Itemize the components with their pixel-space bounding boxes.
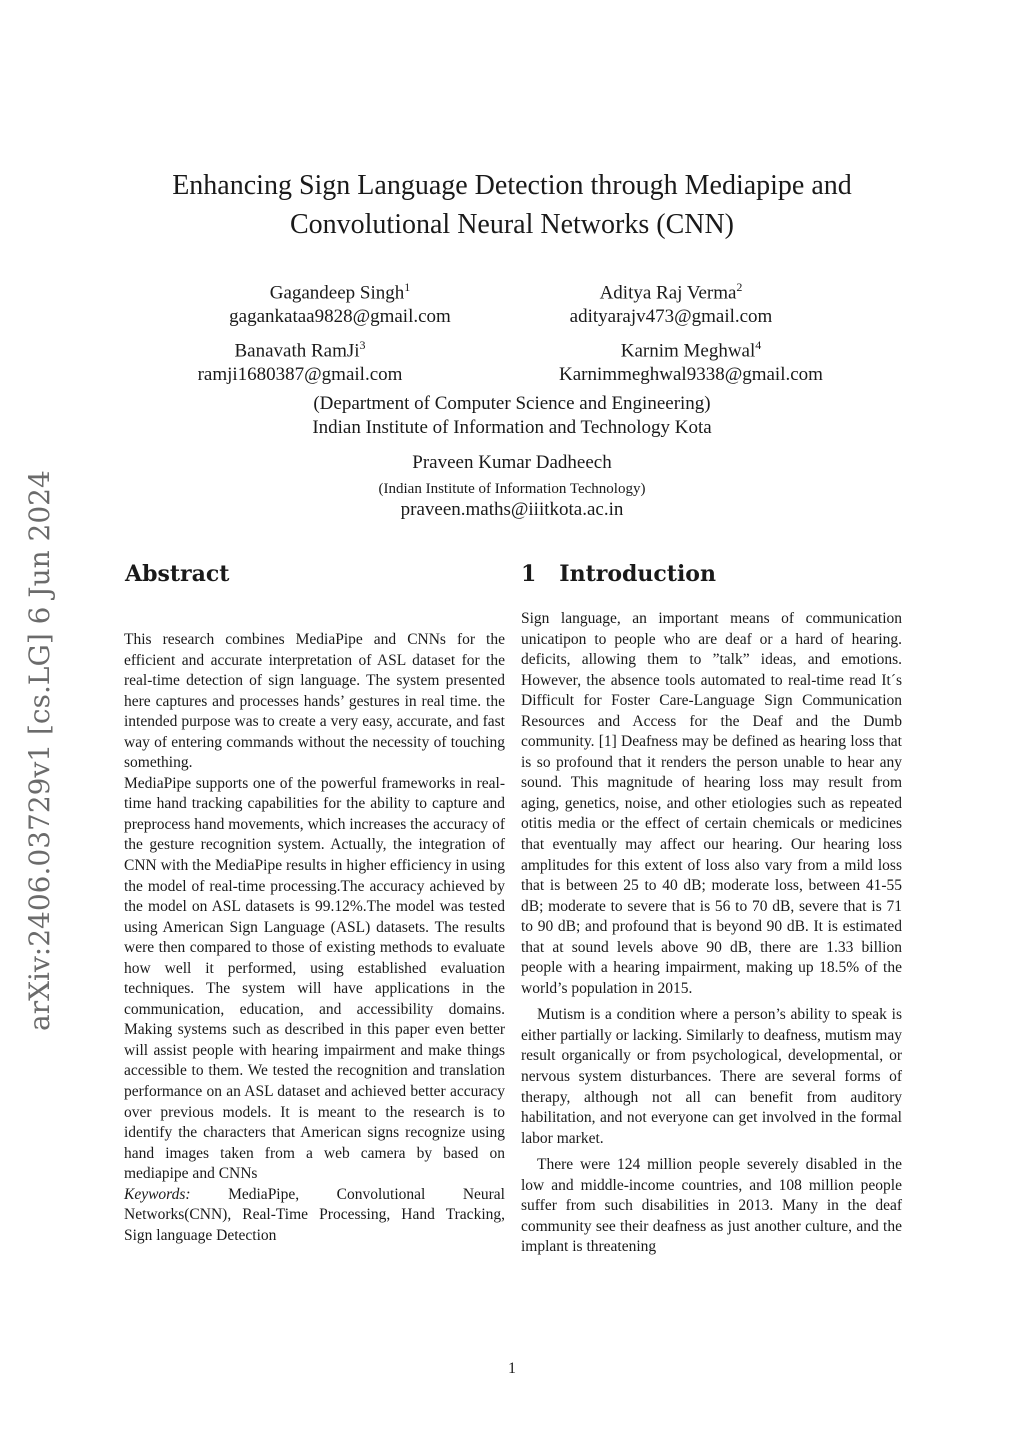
author-block-1 <box>190 275 490 329</box>
advisor-email: praveen.maths@iiitkota.ac.in <box>400 499 624 520</box>
author-block-3 <box>150 333 450 387</box>
author-block-2 <box>506 275 836 329</box>
author-email: gagankataa9828@gmail.com <box>229 306 451 328</box>
intro-paragraph: There were 124 million people severely disabled in the low and middle-income countries, and 108 million people suffer from such disabilities in 2013. Many in the deaf community see their deafness as just another culture, and the implant is threatening <box>521 1156 902 1256</box>
intro-paragraph: Mutism is a condition where a person’s ability to speak is either partially or lacking. Similarly to deafness, mutism may result organically or from psychological, developmental, or nervous system disturbances. There are several forms of therapy, although not all can benefit from auditory habilitation, and not everyone can get involved in the formal labor market. <box>521 1006 902 1147</box>
institute: Indian Institute of Information and Technology Kota <box>312 417 712 438</box>
author-block-4 <box>526 333 856 387</box>
keywords-label: Keywords: <box>124 1185 191 1203</box>
author-name: Aditya Raj Verma$^2$ <box>599 280 743 304</box>
abstract-paragraph: This research combines MediaPipe and CNNs for the efficient and accurate interpretation of ASL dataset for the real-time detection of sign language. The system presented here captures and processes hands’ gestures in real time. the intended purpose was to create a very easy, accurate, and fast way of entering commands without the necessity of touching something. <box>124 631 505 772</box>
department: (Department of Computer Science and Engineering) <box>313 393 711 414</box>
author-name: Gagandeep Singh$^1$ <box>269 280 411 304</box>
keywords-list: MediaPipe, Convolutional Neural Networks(CNN), Real-Time Processing, Hand Tracking, Sign language Detection <box>124 1185 505 1244</box>
abstract-heading: Abstract <box>125 561 230 587</box>
abstract-body <box>124 630 505 1246</box>
abstract-paragraph: MediaPipe supports one of the powerful frameworks in real-time hand tracking capabilities for the ability to capture and preprocess hand movements, which increases the accuracy of the gesture recognition system. Actually, the integration of CNN with the MediaPipe results in higher efficiency in using the model of real-time processing.The accuracy achieved by the model on ASL datasets is 99.12%.The model was tested using American Sign Language (ASL) datasets. The results were then compared to those of existing methods to evaluate how well it performed, using established evaluation techniques. The system will have applications in the communication, education, and accessibility domains. Making systems such as described in this paper even better will assist people with hearing impairment and make things accessible to them. We tested the recognition and translation performance on an ASL dataset and achieved better accuracy over previous models. It is meant to the research is to identify the characters that American signs recognize using hand images taken from a web camera by based on mediapipe and CNNs <box>124 774 505 1183</box>
paper-title: Enhancing Sign Language Detection through Mediapipe and Convolutional Neural Networks (CNN) <box>172 170 852 240</box>
advisor-name: Praveen Kumar Dadheech <box>412 452 612 473</box>
arxiv-identifier: arXiv:2406.03729v1 [cs.LG] 6 Jun 2024 <box>23 470 56 1032</box>
author-name: Karnim Meghwal$^4$ <box>620 338 762 362</box>
intro-heading: 1 Introduction <box>521 561 716 587</box>
keywords <box>124 1185 505 1247</box>
author-email: adityarajv473@gmail.com <box>569 306 773 328</box>
author-name: Banavath RamJi$^3$ <box>234 338 366 362</box>
author-email: ramji1680387@gmail.com <box>197 364 403 386</box>
advisor-affiliation: (Indian Institute of Information Technology) <box>378 481 646 497</box>
author-email: Karnimmeghwal9338@gmail.com <box>559 364 823 386</box>
page-number: 1 <box>508 1360 516 1377</box>
intro-body <box>521 609 902 1258</box>
intro-paragraph: Sign language, an important means of communication unicatipon to people who are deaf or a hard of hearing. deficits, allowing them to ”talk” ideas, and emotions. However, the absence tools automated to real-time read It´s Difficult for Foster Care-Language Sign Communication Resources and Access for the Deaf and the Dumb community. [1] Deafness may be defined as hearing loss that is so profound that it renders the person unable to hear any sound. This magnitude of hearing loss may result from aging, genetics, noise, and other etiologies such as repeated otitis media or the effect of certain chemicals or medicines that eventually may affect our hearing. Our hearing loss amplitudes for this extent of loss also vary from a mild loss that is between 25 to 40 dB; moderate loss, between 41-55 dB; moderate to severe that is 56 to 70 dB, severe that is 71 to 90 dB; and profound that is beyond 90 dB. It is estimated that at sound levels above 90 dB, there are 1.33 billion people with a hearing impairment, making up 18.5% of the world’s population in 2015. <box>521 610 902 997</box>
